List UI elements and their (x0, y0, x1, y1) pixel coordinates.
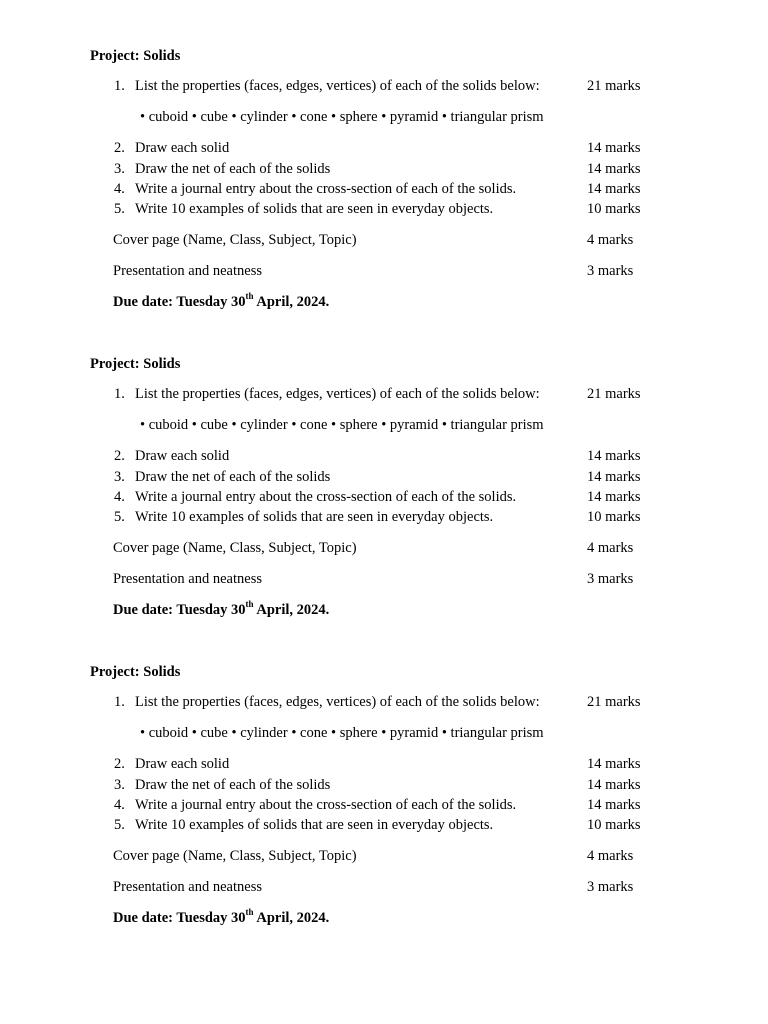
solids-list: • cuboid • cube • cylinder • cone • sphere • pyramid • triangular prism (140, 417, 544, 433)
item-number: 5. (114, 817, 125, 833)
item-text: List the properties (faces, edges, vertices) of each of the solids below: (135, 694, 540, 710)
item-text: Write 10 examples of solids that are seen in everyday objects. (135, 509, 494, 525)
project-title: Project: Solids (90, 48, 181, 64)
item-text: Draw each solid (135, 140, 230, 156)
item-number: 4. (114, 181, 125, 197)
item-marks: 21 marks (587, 78, 641, 94)
item-number: 5. (114, 201, 125, 217)
project-sheet-1 (0, 0, 768, 310)
presentation-marks: 3 marks (587, 263, 634, 279)
item-text: Write a journal entry about the cross-section of each of the solids. (135, 489, 517, 505)
item-text: Draw the net of each of the solids (135, 777, 331, 793)
cover-page-marks: 4 marks (587, 232, 634, 248)
due-date-suffix: April, 2024. (253, 294, 330, 310)
item-marks: 10 marks (587, 817, 641, 833)
item-marks: 21 marks (587, 694, 641, 710)
item-marks: 14 marks (587, 181, 641, 197)
presentation-text: Presentation and neatness (113, 263, 262, 279)
item-text: List the properties (faces, edges, vertices) of each of the solids below: (135, 78, 540, 94)
project-title: Project: Solids (90, 356, 181, 372)
due-date-ordinal: th (245, 907, 254, 918)
due-date-suffix: April, 2024. (253, 910, 330, 926)
item-number: 3. (114, 777, 125, 793)
item-marks: 14 marks (587, 161, 641, 177)
item-marks: 14 marks (587, 448, 641, 464)
item-text: Write a journal entry about the cross-section of each of the solids. (135, 797, 517, 813)
item-marks: 21 marks (587, 386, 641, 402)
item-number: 3. (114, 161, 125, 177)
item-number: 2. (114, 448, 125, 464)
project-sheet-2 (0, 308, 768, 618)
due-date-prefix: Due date: Tuesday 30 (113, 910, 246, 926)
cover-page-text: Cover page (Name, Class, Subject, Topic) (113, 540, 357, 556)
project-title: Project: Solids (90, 664, 181, 680)
due-date (113, 908, 329, 928)
item-number: 3. (114, 469, 125, 485)
item-marks: 14 marks (587, 797, 641, 813)
project-sheet-3 (0, 616, 768, 926)
item-text: Write 10 examples of solids that are seen in everyday objects. (135, 817, 494, 833)
item-marks: 14 marks (587, 756, 641, 772)
item-marks: 10 marks (587, 509, 641, 525)
item-number: 2. (114, 140, 125, 156)
item-text: Draw the net of each of the solids (135, 469, 331, 485)
item-number: 4. (114, 797, 125, 813)
due-date-ordinal: th (245, 291, 254, 302)
item-number: 1. (114, 694, 125, 710)
item-number: 2. (114, 756, 125, 772)
due-date-prefix: Due date: Tuesday 30 (113, 602, 246, 618)
cover-page-text: Cover page (Name, Class, Subject, Topic) (113, 232, 357, 248)
presentation-marks: 3 marks (587, 879, 634, 895)
presentation-marks: 3 marks (587, 571, 634, 587)
item-text: Write 10 examples of solids that are seen in everyday objects. (135, 201, 494, 217)
cover-page-marks: 4 marks (587, 540, 634, 556)
item-marks: 14 marks (587, 469, 641, 485)
item-marks: 10 marks (587, 201, 641, 217)
item-text: Write a journal entry about the cross-section of each of the solids. (135, 181, 517, 197)
item-marks: 14 marks (587, 140, 641, 156)
item-text: Draw the net of each of the solids (135, 161, 331, 177)
item-number: 4. (114, 489, 125, 505)
presentation-text: Presentation and neatness (113, 879, 262, 895)
due-date-suffix: April, 2024. (253, 602, 330, 618)
item-number: 5. (114, 509, 125, 525)
solids-list: • cuboid • cube • cylinder • cone • sphere • pyramid • triangular prism (140, 109, 544, 125)
cover-page-text: Cover page (Name, Class, Subject, Topic) (113, 848, 357, 864)
due-date-ordinal: th (245, 599, 254, 610)
item-number: 1. (114, 386, 125, 402)
solids-list: • cuboid • cube • cylinder • cone • sphere • pyramid • triangular prism (140, 725, 544, 741)
presentation-text: Presentation and neatness (113, 571, 262, 587)
item-number: 1. (114, 78, 125, 94)
due-date-prefix: Due date: Tuesday 30 (113, 294, 246, 310)
cover-page-marks: 4 marks (587, 848, 634, 864)
item-text: Draw each solid (135, 448, 230, 464)
item-marks: 14 marks (587, 777, 641, 793)
item-text: List the properties (faces, edges, vertices) of each of the solids below: (135, 386, 540, 402)
item-marks: 14 marks (587, 489, 641, 505)
item-text: Draw each solid (135, 756, 230, 772)
